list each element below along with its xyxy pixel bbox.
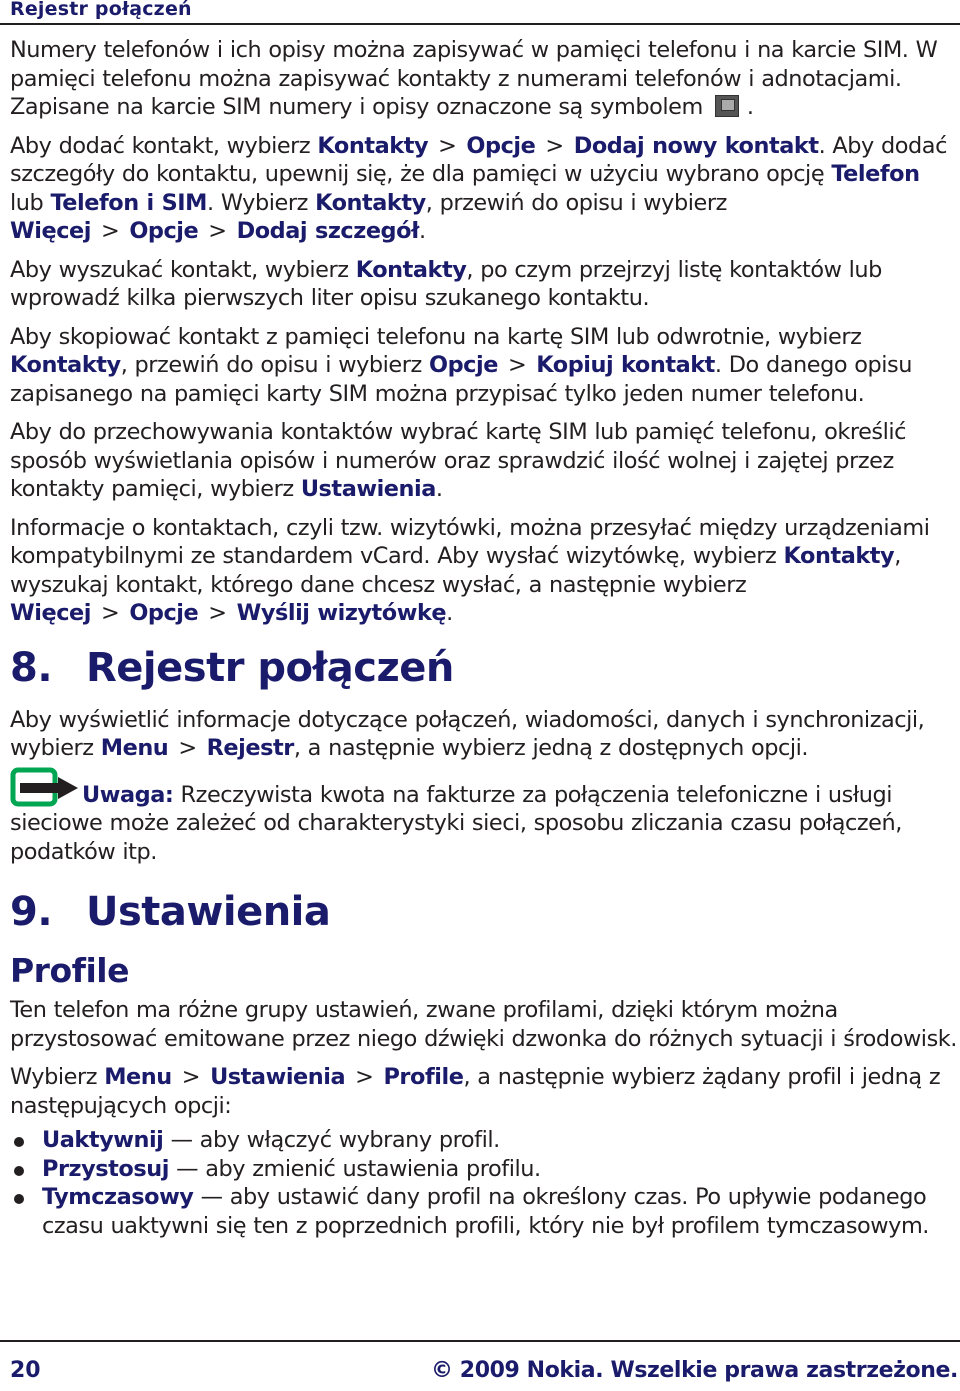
note-block	[10, 781, 958, 867]
note-icon	[10, 767, 82, 807]
paragraph-business-cards: Informacje o kontaktach, czyli tzw. wizytówki, można przesyłać między urządzeniami kompatybilnymi ze standardem vCard. Aby wysłać wizytówkę, wybierz Kontakty, wyszukaj kontakt, którego dane chcesz wysłać, a następnie wybierz Więcej > Opcje > Wyślij wizytówkę.	[10, 514, 930, 626]
paragraph-search-contact: Aby wyszukać kontakt, wybierz Kontakty, po czym przejrzyj listę kontaktów lub wprowadź kilka pierwszych liter opisu szukanego kontaktu.	[10, 256, 882, 311]
sim-card-icon	[713, 95, 741, 117]
paragraph-add-contact: Aby dodać kontakt, wybierz Kontakty > Opcje > Dodaj nowy kontakt. Aby dodać szczegóły do kontaktu, upewnij się, że dla pamięci w użyciu wybrano opcję Telefon lub Telefon i SIM. Wybierz Kontakty, przewiń do opisu i wybierz Więcej > Opcje > Dodaj szczegół.	[10, 132, 947, 244]
subsection-heading-profiles: Profile	[10, 951, 129, 990]
paragraph-sim-storage: Numery telefonów i ich opisy można zapisywać w pamięci telefonu i na karcie SIM. W pamięci telefonu można zapisywać kontakty z numerami telefonów i adnotacjami. Zapisane na karcie SIM numery i opisy oznaczone są symbolem .	[10, 37, 938, 120]
running-header-title: Rejestr połączeń	[10, 0, 192, 20]
list-item: Uaktywnij — aby włączyć wybrany profil.	[10, 1126, 958, 1155]
paragraph-contact-settings: Aby do przechowywania kontaktów wybrać kartę SIM lub pamięć telefonu, określić sposób wyświetlania opisów i numerów oraz sprawdzić ilość wolnej i zajętej przez kontakty pamięci, wybierz Ustawienia.	[10, 419, 907, 502]
page-footer	[0, 1340, 960, 1391]
page-content	[10, 36, 958, 1240]
paragraph-profiles-select: Wybierz Menu > Ustawienia > Profile, a następnie wybierz żądany profil i jedną z następujących opcji:	[10, 1064, 941, 1119]
bullet-icon	[14, 1166, 24, 1176]
note-text: Uwaga: Rzeczywista kwota na fakturze za połączenia telefoniczne i usługi sieciowe może zależeć od charakterystyki sieci, sposobu zliczania czasu połączeń, podatków itp.	[10, 781, 902, 865]
page-number: 20	[10, 1358, 41, 1383]
bullet-icon	[14, 1137, 24, 1147]
profile-options-list	[10, 1126, 958, 1240]
list-item: Przystosuj — aby zmienić ustawienia profilu.	[10, 1155, 958, 1184]
running-header	[0, 0, 960, 25]
section-heading-log: 8. Rejestr połączeń	[10, 644, 454, 691]
list-item: Tymczasowy — aby ustawić dany profil na określony czas. Po upływie podanego czasu uaktywni się ten z poprzednich profili, który nie był profilem tymczasowym.	[10, 1183, 958, 1240]
paragraph-log-info: Aby wyświetlić informacje dotyczące połączeń, wiadomości, danych i synchronizacji, wybierz Menu > Rejestr, a następnie wybierz jedną z dostępnych opcji.	[10, 706, 925, 761]
paragraph-profiles-intro: Ten telefon ma różne grupy ustawień, zwane profilami, dzięki którym można przystosować emitowane przez niego dźwięki dzwonka do różnych sytuacji i środowisk.	[10, 997, 957, 1052]
bullet-icon	[14, 1194, 24, 1204]
section-heading-settings: 9. Ustawienia	[10, 889, 331, 935]
paragraph-copy-contact: Aby skopiować kontakt z pamięci telefonu na kartę SIM lub odwrotnie, wybierz Kontakty, przewiń do opisu i wybierz Opcje > Kopiuj kontakt. Do danego opisu zapisanego na pamięci karty SIM można przypisać tylko jeden numer telefonu.	[10, 323, 912, 407]
copyright-text: © 2009 Nokia. Wszelkie prawa zastrzeżone.	[430, 1358, 958, 1383]
